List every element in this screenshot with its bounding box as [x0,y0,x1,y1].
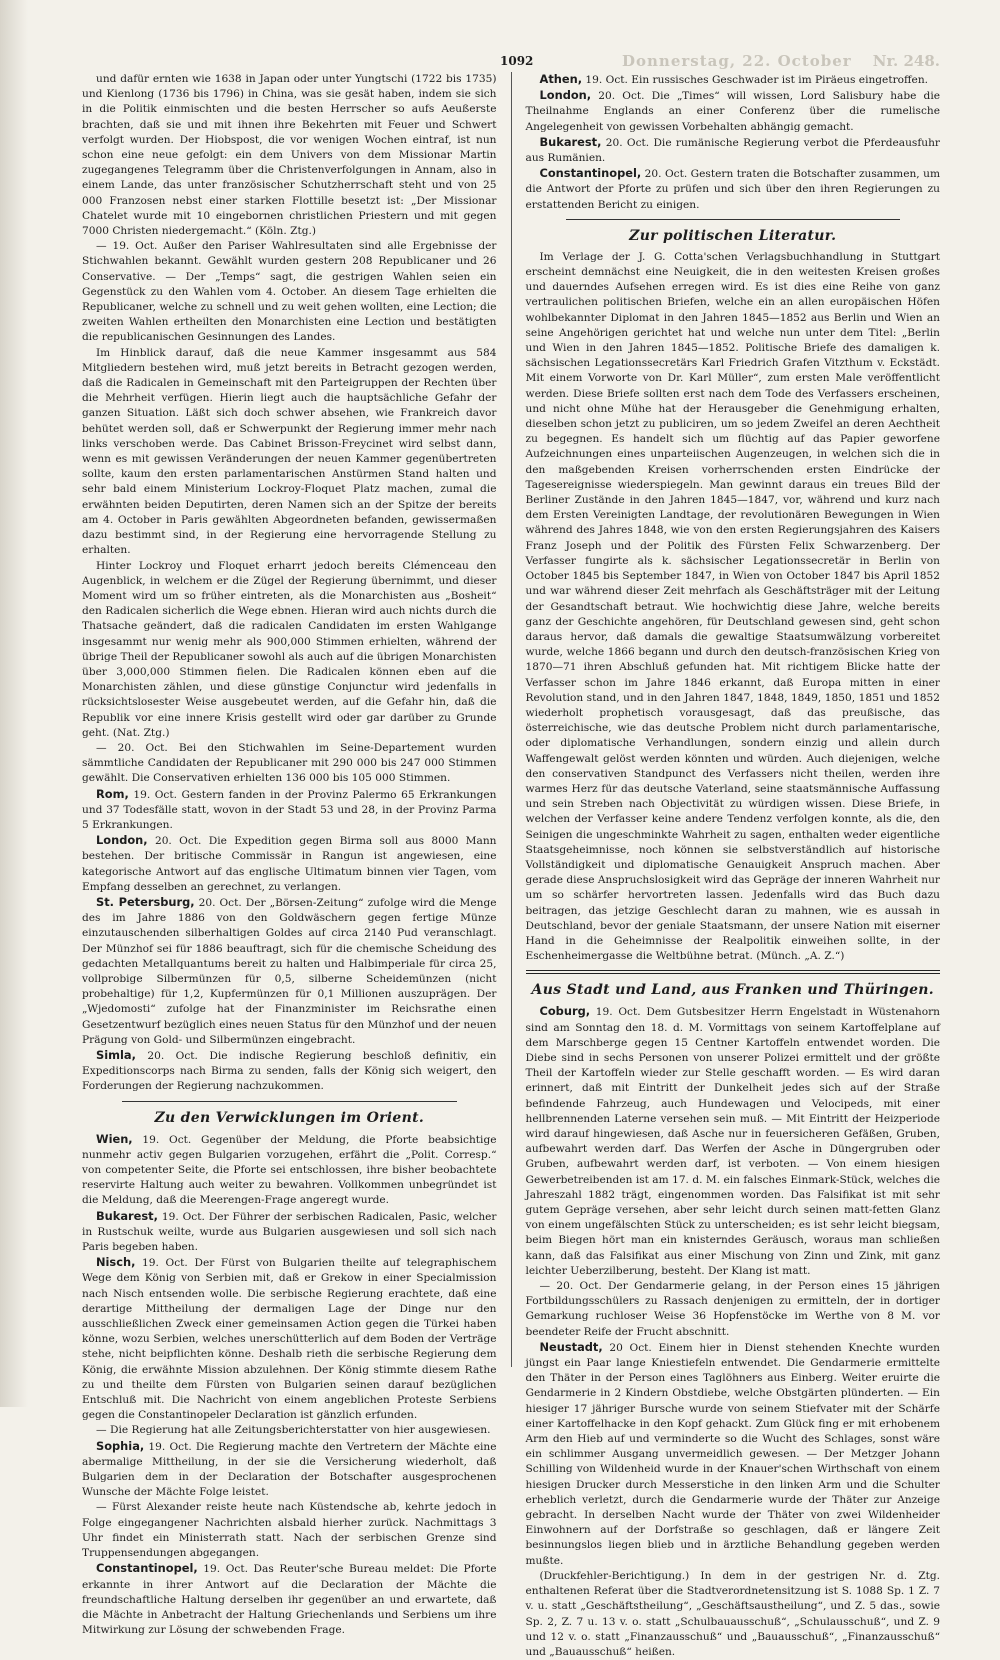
dateline: Nisch, [96,1255,136,1270]
bleed-through-date: Donnerstag, 22. October [622,52,852,70]
article-sophia-2: — Fürst Alexander reiste heute nach Küstendsche ab, kehrte jedoch in Folge eingegangener Nachrichten alsbald hierher zurück. Nachmittags 3 Uhr findet ein Ministerrath statt. Nach der serbischen Grenze sind Truppensendungen abgegangen. [82,1501,497,1560]
dateline: Coburg, [539,1004,591,1019]
section-heading-franken: Aus Stadt und Land, aus Franken und Thüringen. [531,982,934,999]
page-header [82,54,940,70]
article-constantinopel [526,166,941,213]
section-divider [122,1101,457,1102]
article-athen [526,72,941,88]
columns [82,72,940,1658]
article-body: 19. Oct. Der Führer der serbischen Radicalen, Pasic, welcher in Rustschuk weilte, wurde aus Bulgarien ausgewiesen und soll sich nach Paris begeben haben. [82,1210,497,1254]
article-body: 19. Oct. Gestern fanden in der Provinz Palermo 65 Erkrankungen und 37 Todesfälle statt, wovon in der Stadt 53 und 28, in der Provinz Parma 5 Erkrankungen. [82,788,497,831]
article-london [526,88,941,135]
article-seine: — 20. Oct. Bei den Stichwahlen im Seine-Departement wurden sämmtliche Candidaten der Republicaner mit 290 000 bis 247 000 Stimmen gewählt. Die Conservativen erhielten 136 000 bis 105 000 Stimmen. [82,741,497,785]
article-neustadt [526,1340,941,1569]
article-body: 20. Oct. Die Expedition gegen Birma soll aus 8000 Mann bestehen. Der britische Commissär in Rangun ist angewiesen, eine kategorische Antwort auf das englische Ultimatum binnen vier Tagen, vom Empfang desselben an gerechnet, zu verlangen. [82,835,497,893]
dateline: Rom, [96,786,129,801]
left-column [82,72,497,1637]
article-coburg-2: — 20. Oct. Der Gendarmerie gelang, in der Person eines 15 jährigen Fortbildungsschülers zu Rassach denjenigen zu ermitteln, der in dortiger Gemarkung ruchloser Weise 36 Hopfenstöcke im Werthe von 8 M. vor beendeter Reife der Frucht abschnitt. [525,1280,940,1338]
page-edge-shadow [0,0,28,1407]
right-column [525,72,941,1658]
section-double-rule [526,970,941,974]
dateline: London, [539,88,592,103]
article-literature: Im Verlage der J. G. Cotta'schen Verlagsbuchhandlung in Stuttgart erscheint demnächst eine Neuigkeit, die in den weitesten Kreisen großes und dauerndes Aufsehen erregen wird. Es ist dies eine Reihe von ganz vertraulichen politischen Briefen, welche ein an allen europäischen Höfen wohlbekannter Diplomat in den Jahren 1845—1852 aus Berlin und Wien an seine Angehörigen gerichtet hat und welche nun unter dem Titel: „Berlin und Wien in den Jahren 1845—1852. Politische Briefe des damaligen k. sächsischen Legationssecretärs Karl Friedrich Grafen Vitzthum v. Eckstädt. Mit einem Vorworte von Dr. Karl Müller“, zum ersten Male veröffentlicht werden. Diese Briefe sollten erst nach dem Tode des Verfassers erscheinen, und nicht ohne Mühe hat der Herausgeber die Genehmigung erhalten, dieselben schon jetzt zu publiciren, um so jedem Zweifel an deren Aechtheit zu begegnen. Es handelt sich um flüchtig auf das Papier geworfene Aufzeichnungen eines unparteiischen Augenzeugen, in welchen sich die in den maßgebenden Kreisen vorherrschenden ersten Eindrücke der Tagesereignisse wiederspiegeln. Man gewinnt daraus ein treues Bild der Berliner Zustände in den Jahren 1845—1847, vor, während und kurz nach dem Ersten Vereinigten Landtage, der revolutionären Bewegungen in Wien während des Jahres 1848, wie von den ersten Regierungsjahren des Kaisers Franz Joseph und der Politik des Fürsten Felix Schwarzenberg. Der Verfasser fungirte als k. sächsischer Legationssecretär in Berlin von October 1845 bis September 1847, in Wien von October 1847 bis April 1852 und war während dieser Zeit mehrfach als Geschäftsträger mit der Leitung der Gesandtschaft betraut. Wie hochwichtig diese Jahre, welche bereits ganz der Geschichte angehören, für Deutschland gewesen sind, geht schon daraus hervor, daß damals die gewaltige Staatsumwälzung vorbereitet wurde, welche 1866 begann und durch den deutsch-französischen Krieg von 1870—71 ihren Abschluß gefunden hat. Mit richtigem Blicke hatte der Verfasser schon im Jahre 1846 erkannt, daß Europa mitten in einer Revolution stand, und in den Jahren 1847, 1848, 1849, 1850, 1851 und 1852 wiederholt prophetisch vorausgesagt, daß das preußische, das österreichische, wie das deutsche Problem nicht durch parlamentarische, oder diplomatische Verhandlungen, sondern einzig und allein durch Waffengewalt gelöst werden könnten und würden. Auch diejenigen, welche den conservativen Standpunct des Verfassers nicht theilen, werden ihre warmes Herz für das deutsche Vaterland, seine staatsmännische Auffassung und sein Streben nach Objectivität zu würdigen wissen. Diese Briefe, in welchen der Verfasser keine andere Tendenz verfolgen konnte, als die, den Seinigen die ungeschminkte Wahrheit zu sagen, enthalten weder eigentliche Staatsgeheimnisse, noch können sie selbstverständlich auf historische Vollständigkeit und diplomatische Genauigkeit Anspruch machen. Aber gerade diese Anspruchslosigkeit wird das Gepräge der inneren Wahrheit nur um so schärfer hervortreten lassen. Jedenfalls wird das Buch dazu beitragen, das jetzige Geschlecht daran zu mahnen, wie es aussah in Deutschland, bevor der geniale Staatsmann, der unsere Nation mit eiserner Hand in die Geheimnisse der Realpolitik einweihen sollte, in der Eschenheimergasse die Weltbühne betrat. (Münch. „A. Z.“) [525,250,940,963]
article-london [82,833,497,895]
article-bukarest [526,135,941,166]
article-body: 19. Oct. Der Fürst von Bulgarien theilte auf telegraphischem Wege dem König von Serbien mit, daß er Grekow in einer Specialmission nach Nisch entsenden wolle. Die serbische Regierung erachtete, daß eine derartige Mittheilung der dermaligen Lage der Dinge nur den ausschließlichen Zweck einer gemeinsamen Action gegen die Türkei haben könne, wozu Serbien, welches unerschütterlich auf dem Boden der Verträge stehe, nicht beipflichten könne. Deshalb rieth die serbische Regierung dem König, die erwähnte Mission abzulehnen. Der König stimmte diesem Rathe zu und theilte dem Fürsten von Bulgarien seinen darauf bezüglichen Entschluß mit. Die Nachricht von einem angeblichen Proteste Serbiens gegen die Constantinopeler Declaration ist gänzlich erfunden. [82,1257,497,1422]
article-body: 20. Oct. Die „Times“ will wissen, Lord Salisbury habe die Theilnahme Englands an einer Conferenz über die rumelische Angelegenheit von gewissen Vorbehalten abhängig gemacht. [525,90,940,133]
article-missions: und dafür ernten wie 1638 in Japan oder unter Yungtschi (1722 bis 1735) und Kienlong (1736 bis 1796) in China, was sie gesät haben, indem sie sich in die Politik einmischten und die besten Herrscher so aufs Aeußerste brachten, daß sie und mit ihnen ihre Bekehrten mit Feuer und Schwert verfolgt wurden. Der Hiobspost, die vor wenigen Wochen eintraf, ist nun schon eine neue gefolgt: ein dem Univers von dem Missionar Martin zugegangenes Telegramm über die Christenverfolgungen in Annam, also in einem Lande, das unter französischer Schutzherrschaft steht und von 25 000 Franzosen nebst einer starken Flottille besetzt ist: „Der Missionar Chatelet wurde mit 10 eingebornen christlichen Priestern und mit gegen 7000 Christen niedergemacht.“ (Köln. Ztg.) [82,73,497,238]
dateline: Wien, [96,1131,133,1146]
column-rule [511,72,512,1367]
article-erratum: (Druckfehler-Berichtigung.) In dem in der gestrigen Nr. d. Ztg. enthaltenen Referat über die Stadtverordnetensitzung ist S. 1088 Sp. 1 Z. 7 v. u. statt „Geschäftstheilung“, „Geschäftsaustheilung“, und Z. 5 das., sowie Sp. 2, Z. 7 u. 13 v. o. statt „Schulbauausschuß“, „Schulausschuß“, und Z. 9 und 12 v. o. statt „Finanzausschuß“ und „Bauausschuß“, „Finanzausschuß“ und „Bauausschuß“ heißen. [525,1569,940,1658]
dateline: Simla, [96,1048,136,1062]
section-divider [566,219,901,220]
section-heading-orient: Zu den Verwicklungen im Orient. [154,1109,425,1126]
article-body: 19. Oct. Die Regierung machte den Vertretern der Mächte eine abermalige Mittheilung, in der sie die Versicherung wiederholt, daß Bulgarien dem in der Declaration der Botschafter ausgesprochenen Wunsche der Mächte Folge leistet. [82,1440,497,1499]
dateline: Sophia, [96,1438,145,1453]
article-body: 20. Oct. Die rumänische Regierung verbot die Pferdeausfuhr aus Rumänien. [525,136,940,165]
page-number: 1092 [500,54,534,68]
article-body: 19. Oct. Das Reuter'sche Bureau meldet: Die Pforte erkannte in ihrer Antwort auf die Declaration der Mächte die freundschaftliche Haltung derselben ihr gegenüber an und erwartete, daß die Mächte in Anbetracht der Haltung Griechenlands und Serbiens um ihre Mitwirkung zur Lösung der schwebenden Frage. [82,1563,497,1637]
article-body: 20. Oct. Der „Börsen-Zeitung“ zufolge wird die Menge des im Jahre 1886 von den Goldwäschern gegen fertige Münze einzutauschenden silberhaltigen Goldes auf circa 2140 Pud veranschlagt. Der Münzhof sei für 1886 beauftragt, sich für die chemische Scheidung des gedachten Metallquantums bereit zu halten und Halbimperiale für circa 25, vollprobige Silbermünzen für 0,5, silberne Scheidemünzen (nicht probehaltige) für 1,2, Kupfermünzen für 0,1 Millionen auszuprägen. Der „Wjedomosti“ zufolge hat der Finanzminister im Reichsrathe einen Gesetzentwurf bezüglich eines neuen Status für den Münzhof und der neuen Prägung von Gold- und Silbermünzen eingebracht. [82,896,497,1046]
article-radicals: Hinter Lockroy und Floquet erharrt jedoch bereits Clémenceau den Augenblick, in welchem er die Zügel der Regierung übernimmt, und dieser Moment wird um so früher eintreten, als die Monarchisten aus „Bosheit“ den Radicalen sicherlich die Wege ebnen. Hieran wird auch nichts durch die Thatsache geändert, daß die radicalen Candidaten im ersten Wahlgange insgesammt nur wenig mehr als 900,000 Stimmen erhielten, während der übrige Theil der Republicaner sowohl als auch auf die übrigen Monarchisten über 3,000,000 Stimmen fielen. Die Radicalen können eben auf die Monarchisten zählen, und diese günstige Conjunctur wird jedenfalls in rücksichtslosester Weise ausgebeutet werden, auf die Gefahr hin, daß die Republik vor eine innere Krisis gestellt wird oder gar darüber zu Grunde geht. (Nat. Ztg.) [82,559,497,739]
article-constantinopel [82,1561,497,1638]
article-simla [82,1048,497,1095]
dateline: Constantinopel, [96,1561,198,1576]
article-body: 19. Oct. Gegenüber der Meldung, die Pforte beabsichtige nunmehr activ gegen Bulgarien vorzugehen, erfährt die „Polit. Corresp.“ von competenter Seite, die Pforte sei entschlossen, ihre bisher beobachtete reservirte Haltung auch weiter zu bewahren. Vollkommen unbegründet ist die Meldung, daß die Meerengen-Frage angeregt wurde. [82,1133,497,1207]
article-petersburg [82,895,497,1048]
article-nisch [82,1255,497,1423]
dateline: Bukarest, [96,1208,158,1223]
section-heading-literature: Zur politischen Literatur. [629,227,837,244]
article-body: 19. Oct. Dem Gutsbesitzer Herrn Engelstadt in Wüstenahorn sind am Sonntag den 18. d. M. Vormittags von seinem Kartoffelplane auf dem Marschberge gegen 15 Centner Kartoffeln entwendet worden. Die Diebe sind in sechs Personen von unserer Polizei ermittelt und der größte Theil der Kartoffeln wieder zur Stelle geschafft worden. — Es wird daran erinnert, daß mit Eintritt der Dunkelheit jedes sich auf der Straße befindende Fahrzeug, auch Hundewagen und Velocipeds, mit einer hellbrennenden Laterne versehen sein muß. — Mit Eintritt der Heizperiode wird darauf hingewiesen, daß Asche nur in feuersicheren Gefäßen, Gruben, aufbewahrt werden darf. Das Werfen der Asche in Düngergruben oder Gruben, aufbewahrt werden darf, ist verboten. — Von einem hiesigen Gewerbetreibenden ist am 17. d. M. ein falsches Einmark-Stück, welches die Jahreszahl 1882 trägt, eingenommen worden. Das Falsifikat ist mit sehr gutem Gepräge versehen, aber sehr leicht durch seinen matt-fetten Glanz von einem ungefälschten Stück zu unterscheiden; es ist sehr leicht biegsam, beim Biegen hört man ein knisterndes Geräusch, woraus man schließen kann, daß das Falsifikat aus einer Mischung von Zinn und Zink, mit ganz leichter Ueberzilberung, besteht. Der Klang ist matt. [525,1006,940,1277]
bleed-through-issue: Nr. 248. [872,52,940,70]
article-rom [82,787,497,834]
article-coburg [526,1004,941,1279]
article-body: 19. Oct. Ein russisches Geschwader ist im Piräeus eingetroffen. [582,74,929,86]
article-paris-elections: — 19. Oct. Außer den Pariser Wahlresultaten sind alle Ergebnisse der Stichwahlen bekannt. Gewählt wurden gestern 208 Republicaner und 26 Conservative. — Der „Temps“ sagt, die gestrigen Wahlen seien ein Gegenstück zu den Wahlen vom 4. October. An diesem Tage erhielten die Republicaner, welche zu schnell und zu weit gehen wollten, eine Lection; die zweiten Wahlen ertheilten den Monarchisten eine Lection und bestätigten die republicanischen Gesinnungen des Landes. [82,240,497,344]
dateline: Bukarest, [539,134,602,149]
article-body: 20. Oct. Die indische Regierung beschloß definitiv, ein Expeditionscorps nach Birma zu senden, falls der König sich weigert, den Forderungen der Regierung nachzukommen. [82,1050,497,1093]
dateline: Athen, [539,72,583,86]
article-bukarest [82,1209,497,1256]
article-sophia [82,1439,497,1501]
article-body: 20 Oct. Einem hier in Dienst stehenden Knechte wurden jüngst ein Paar lange Kniestiefeln entwendet. Die Gendarmerie ermittelte den Thäter in der Person eines Taglöhners aus Einberg. Weiter eruirte die Gendarmerie in 2 Kindern Obstdiebe, welche Obstgärten plünderten. — Ein hiesiger 17 jähriger Bursche wurde von seinem Stiefvater mit der Schärfe einer Kartoffelhacke in den Kopf gehackt. Zum Glück fing er mit erhobenem Arm den Hieb auf und verminderte so die Wucht des Schlages, sonst wäre ein schlimmer Ausgang unvermeidlich gewesen. — Der Metzger Johann Schilling von Wildenheid wurde in der Knauer'schen Wirthschaft von einem hiesigen Drucker durch Messerstiche in den linken Arm und die Schulter erheblich verletzt, durch die Gendarmerie wurde der Thäter zur Anzeige gebracht. In derselben Nacht wurde der Thäter von zwei Wildenheider Einwohnern auf der Dorfstraße so geschlagen, daß er längere Zeit besinnungslos liegen blieb und in ärztliche Behandlung gegeben werden mußte. [525,1341,940,1567]
article-body: 20. Oct. Gestern traten die Botschafter zusammen, um die Antwort der Pforte zu prüfen und sich über den ihren Regierungen zu erstattenden Bericht zu einigen. [525,168,940,211]
dateline: St. Petersburg, [96,894,195,909]
dateline: Constantinopel, [539,166,642,181]
article-chamber: Im Hinblick darauf, daß die neue Kammer insgesammt aus 584 Mitgliedern bestehen wird, muß jetzt bereits in Betracht gezogen werden, daß die Radicalen in Gemeinschaft mit den Parteigruppen der Rechten über die Mehrheit verfügen. Hierin liegt auch die hauptsächliche Gefahr der ganzen Situation. Läßt sich doch schwer absehen, wie Frankreich davor behütet werden soll, daß er Schwerpunkt der Regierung immer mehr nach links verschoben werde. Das Cabinet Brisson-Freycinet wird selbst dann, wenn es mit gewissen Veränderungen der neuen Kammer gegenübertreten sollte, kaum den ersten parlamentarischen Anstürmen Stand halten und sehr bald einem Ministerium Lockroy-Floquet Platz machen, zumal die erwähnten beiden Deputirten, deren Namen sich an der Spitze der bereits am 4. October in Paris gewählten Abgeordneten befanden, gewissermaßen dazu bestimmt sind, in der Regierung eine hervorragende Stellung zu erhalten. [82,346,497,557]
dateline: London, [96,833,148,848]
article-nisch-2: — Die Regierung hat alle Zeitungsberichterstatter von hier ausgewiesen. [96,1424,491,1437]
dateline: Neustadt, [539,1339,603,1354]
article-wien [82,1132,497,1209]
